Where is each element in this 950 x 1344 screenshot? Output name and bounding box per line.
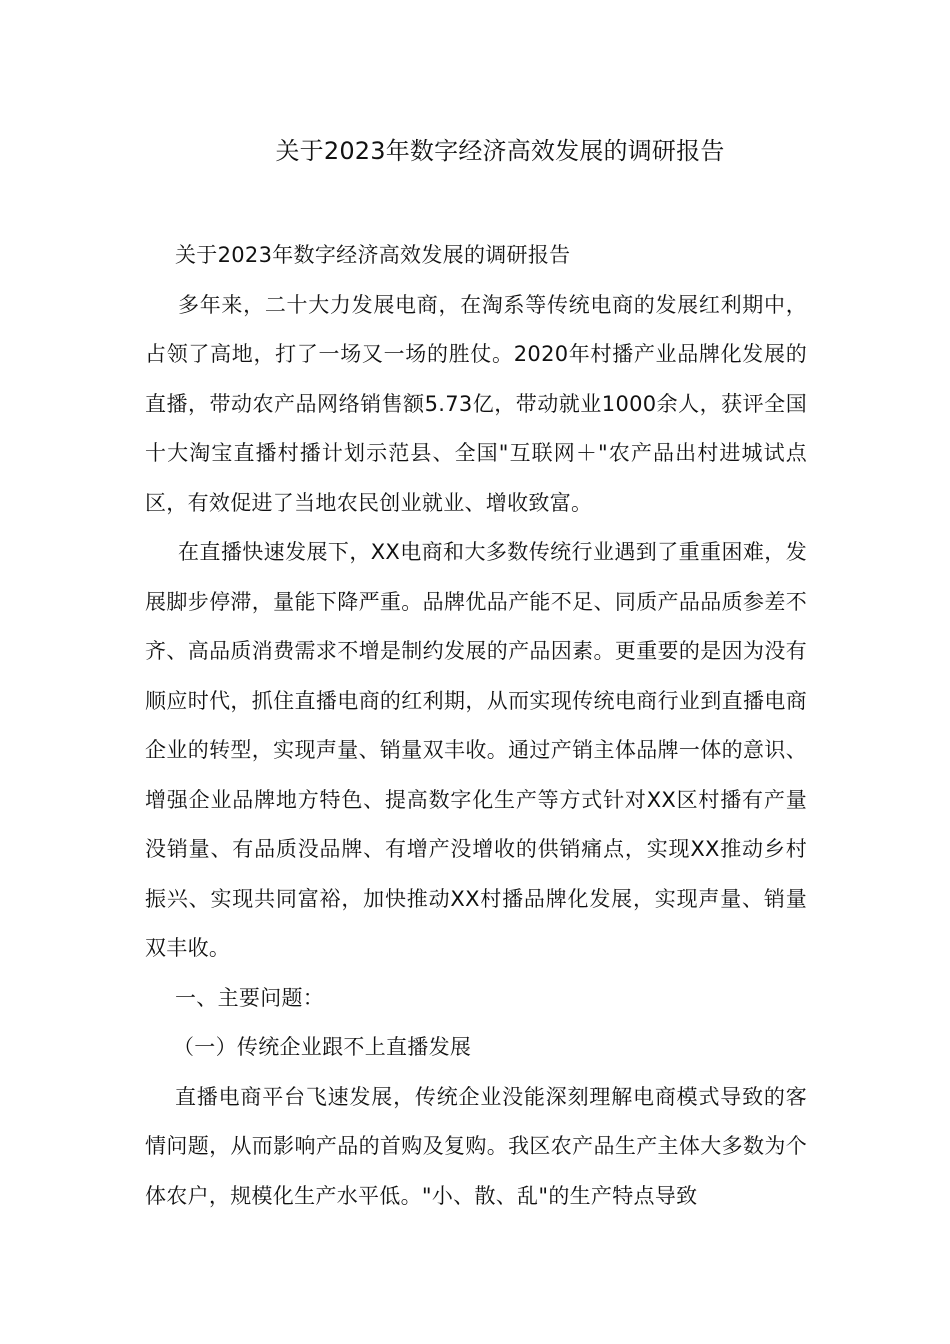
document-title: 关于2023年数字经济高效发展的调研报告 — [275, 137, 725, 165]
paragraph-development: 在直播快速发展下，XX电商和大多数传统行业遇到了重重困难，发展脚步停滞，量能下降严重。品牌优品产能不足、同质产品品质参差不齐、高品质消费需求不增是制约发展的产品因素。更重要的是因为没有顺应时代，抓住直播电商的红利期，从而实现传统电商行业到直播电商企业的转型，实现声量、销量双丰收。通过产销主体品牌一体的意识、增强企业品牌地方特色、提高数字化生产等方式针对XX区村播有产量没销量、有品质没品牌、有增产没增收的供销痛点，实现XX推动乡村振兴、实现共同富裕，加快推动XX村播品牌化发展，实现声量、销量双丰收。 — [145, 540, 807, 960]
subtitle-paragraph: 关于2023年数字经济高效发展的调研报告 — [175, 243, 571, 267]
subsection-heading-traditional-enterprises: （一）传统企业跟不上直播发展 — [173, 1035, 472, 1059]
paragraph-live-commerce: 直播电商平台飞速发展，传统企业没能深刻理解电商模式导致的客情问题，从而影响产品的首购及复购。我区农产品生产主体大多数为个体农户，规模化生产水平低。"小、散、乱"的生产特点导致 — [145, 1084, 807, 1208]
document-body — [145, 231, 807, 1221]
paragraph-intro: 多年来，二十大力发展电商，在淘系等传统电商的发展红利期中，占领了高地，打了一场又一场的胜仗。2020年村播产业品牌化发展的直播，带动农产品网络销售额5.73亿，带动就业1000余人，获评全国十大淘宝直播村播计划示范县、全国"互联网＋"农产品出村进城试点区，有效促进了当地农民创业就业、增收致富。 — [145, 292, 807, 515]
section-heading-main-issues: 一、主要问题： — [175, 985, 325, 1010]
